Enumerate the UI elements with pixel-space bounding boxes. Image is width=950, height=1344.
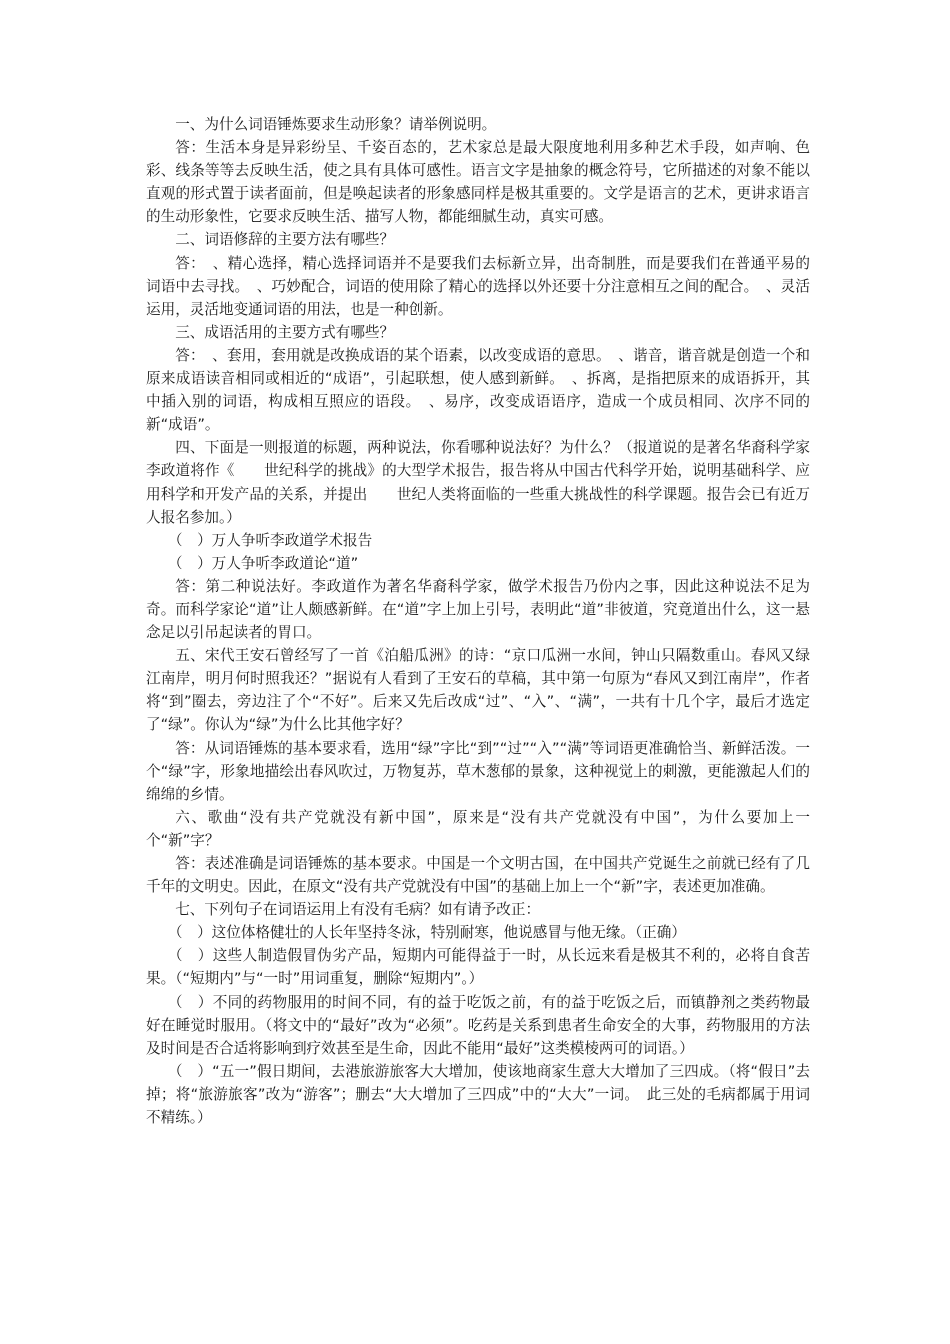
question-7-item-4: （ ）“五一”假日期间，去港旅游旅客大大增加，使该地商家生意大大增加了三四成。（将“假日”去掉；将“旅游旅客”改为“游客”；删去“大大增加了三四成”中的“大大”一词。 此三处的毛病都属于用词不精练。） [146, 1062, 810, 1127]
answer-6: 答：表述准确是词语锤炼的基本要求。中国是一个文明古国，在中国共产党诞生之前就已经有了几千年的文明史。因此，在原文“没有共产党就没有中国”的基础上加上一个“新”字，表述更加准确。 [146, 855, 810, 896]
answer-3: 答： 、套用，套用就是改换成语的某个语素，以改变成语的意思。 、谐音，谐音就是创造一个和原来成语读音相同或相近的“成语”，引起联想，使人感到新鲜。 、拆离，是指把原来的成语拆开，其中插入别的词语，构成相互照应的语段。 、易序，改变成语语序，造成一个成员相同、次序不同的新“成语”。 [146, 346, 810, 434]
question-5-heading: 五、宋代王安石曾经写了一首《泊船瓜洲》的诗：“京口瓜洲一水间，钟山只隔数重山。春风又绿江南岸，明月何时照我还？”据说有人看到了王安石的草稿，其中第一句原为“春风又到江南岸”，作者将“到”圈去，旁边注了个“不好”。后来又先后改成“过”、“入”、“满”，一共有十几个字，最后才选定了“绿”。你认为“绿”为什么比其他字好？ [146, 647, 810, 734]
answer-2: 答： 、精心选择，精心选择词语并不是要我们去标新立异，出奇制胜，而是要我们在普通平易的词语中去寻找。 、巧妙配合，词语的使用除了精心的选择以外还要十分注意相互之间的配合。 、灵活运用，灵活地变通词语的用法，也是一种创新。 [146, 254, 810, 318]
question-7-item-3: （ ）不同的药物服用的时间不同，有的益于吃饭之前，有的益于吃饭之后，而镇静剂之类药物最好在睡觉时服用。（将文中的“最好”改为“必须”。吃药是关系到患者生命安全的大事，药物服用的方法及时间是否合适将影响到疗效甚至是生命，因此不能用“最好”这类模棱两可的词语。） [146, 993, 810, 1057]
question-4-option-1: （ ）万人争听李政道学术报告 [167, 531, 373, 549]
question-4-option-2: （ ）万人争听李政道论“道” [167, 554, 359, 572]
answer-5: 答：从词语锤炼的基本要求看，选用“绿”字比“到”“过”“入”“满”等词语更准确恰当、新鲜活泼。一个“绿”字，形象地描绘出春风吹过，万物复苏，草木葱郁的景象，这种视觉上的刺激，更能激起人们的绵绵的乡情。 [146, 739, 810, 803]
question-3-heading: 三、成语活用的主要方式有哪些？ [175, 323, 395, 341]
answer-4: 答：第二种说法好。李政道作为著名华裔科学家，做学术报告乃份内之事，因此这种说法不足为奇。而科学家论“道”让人颇感新鲜。在“道”字上加上引号，表明此“道”非彼道，究竟道出什么，这一悬念足以引吊起读者的胃口。 [146, 577, 810, 642]
answer-1: 答：生活本身是异彩纷呈、千姿百态的，艺术家总是最大限度地利用多种艺术手段，如声响、色彩、线条等等去反映生活，使之具有具体可感性。语言文字是抽象的概念符号，它所描述的对象不能以直观的形式置于读者面前，但是唤起读者的形象感同样是极其重要的。文学是语言的艺术，更讲求语言的生动形象性，它要求反映生活、描写人物，都能细腻生动，真实可感。 [146, 139, 810, 226]
question-1-heading: 一、为什么词语锤炼要求生动形象？请举例说明。 [175, 116, 497, 133]
question-7-item-1: （ ）这位体格健壮的人长年坚持冬泳，特别耐寒，他说感冒与他无缘。（正确） [167, 924, 686, 942]
question-2-heading: 二、词语修辞的主要方法有哪些？ [175, 231, 395, 249]
document-body [146, 113, 810, 1129]
question-4-heading: 四、下面是一则报道的标题，两种说法，你看哪种说法好？为什么？（报道说的是著名华裔科学家李政道将作《 世纪科学的挑战》的大型学术报告，报告将从中国古代科学开始，说明基础科学、应用科学和开发产品的关系，并提出 世纪人类将面临的一些重大挑战性的科学课题。报告会已有近万人报名参加。） [146, 439, 810, 526]
question-7-item-2: （ ）这些人制造假冒伪劣产品，短期内可能得益于一时，从长远来看是极其不利的，必将自食苦果。（“短期内”与“一时”用词重复，删除“短期内”。） [146, 947, 810, 988]
question-7-heading: 七、下列句子在词语运用上有没有毛病？如有请予改正： [175, 901, 541, 919]
question-6-heading: 六、歌曲“没有共产党就没有新中国”，原来是“没有共产党就没有中国”，为什么要加上一个“新”字？ [146, 808, 810, 849]
